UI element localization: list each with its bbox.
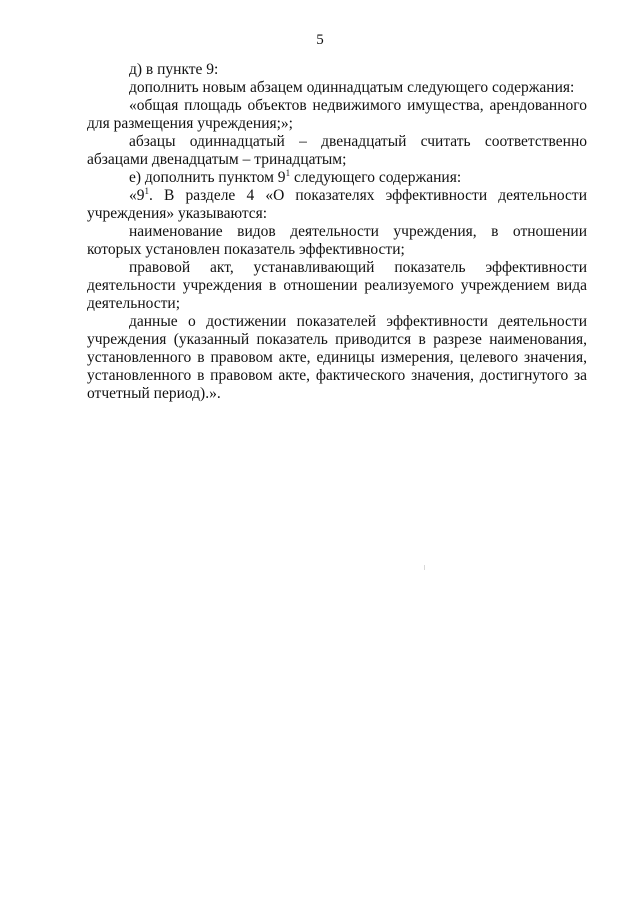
paragraph-item-e [87, 169, 587, 187]
paragraph-achievement-data: данные о достижении показателей эффективности деятельности учреждения (указанный показатель приводится в разрезе наименования, установленного в правовом акте, единицы измерения, целевого значения, установленного в правовом акте, фактического значения, достигнутого за отчетный период).». [87, 313, 587, 402]
text-fragment: следующего содержания: [290, 169, 462, 186]
paragraph-section-4 [87, 187, 587, 223]
paragraph-activity-names: наименование видов деятельности учреждения, в отношении которых установлен показатель эффективности; [87, 223, 587, 258]
text-fragment: . В разделе 4 «О показателях эффективности деятельности учреждения» указываются: [87, 187, 587, 222]
superscript: 1 [144, 186, 149, 196]
paragraph-legal-act: правовой акт, устанавливающий показатель эффективности деятельности учреждения в отношении реализуемого учреждением вида деятельности; [87, 259, 587, 312]
superscript: 1 [285, 168, 291, 178]
paragraph-renumber: абзацы одиннадцатый – двенадцатый считать соответственно абзацами двенадцатым – тринадцатым; [87, 133, 587, 168]
paragraph-quote-area: «общая площадь объектов недвижимого имущества, арендованного для размещения учреждения;»; [87, 97, 587, 132]
paragraph-item-d: д) в пункте 9: [129, 61, 219, 78]
document-body [87, 61, 587, 403]
text-fragment: «9 [129, 187, 145, 204]
paragraph-add-eleventh: дополнить новым абзацем одиннадцатым следующего содержания: [129, 79, 575, 96]
scan-mark [424, 565, 425, 570]
text-fragment: е) дополнить пунктом 9 [129, 169, 286, 186]
page-number: 5 [316, 32, 324, 48]
